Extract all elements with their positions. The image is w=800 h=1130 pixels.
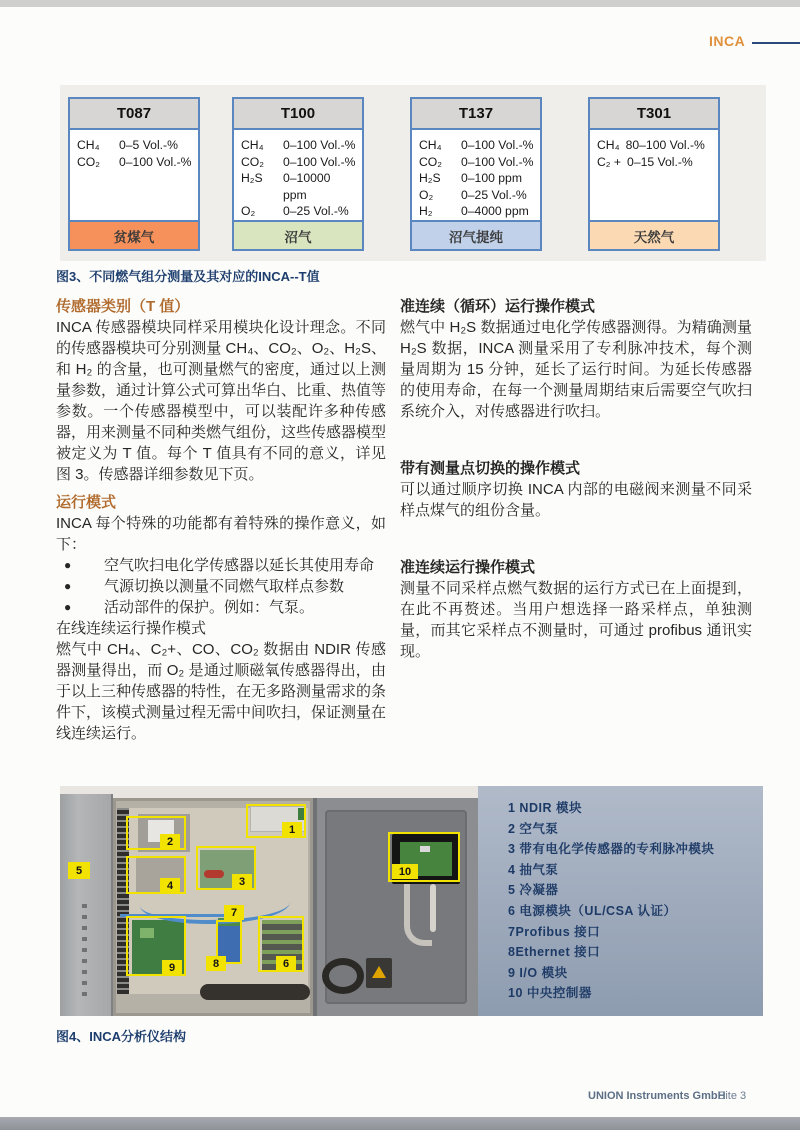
gas-row: CH₄ 80–100 Vol.-% (597, 138, 705, 152)
legend-item: 7Profibus 接口 (508, 924, 601, 939)
gas-row: O₂ 0–25 Vol.-% (419, 187, 527, 202)
page-top-edge (0, 0, 800, 7)
warning-triangle-icon (372, 966, 386, 978)
right-column (400, 296, 752, 698)
page-bottom-edge (0, 1117, 800, 1130)
legend-item: 2 空气泵 (508, 821, 559, 836)
gasbox-gas-type: 沼气 (234, 220, 362, 249)
paragraph: 燃气中 H₂S 数据通过电化学传感器测得。为精确测量 H₂S 数据，INCA 测量采用了专利脉冲技术，每个测量周期为 15 分钟，延长了运行时间。为延长传感器的使用寿命，在每一个测量周期结束后需要空气吹扫系统介入，对传感器进行吹扫。 (400, 319, 752, 420)
header-rule (752, 42, 800, 44)
gasbox-title: T100 (234, 99, 362, 130)
section-heading-operation-modes: 运行模式 (56, 494, 117, 511)
gas-row: H₂S 0–100 ppm (419, 171, 522, 185)
gasbox-t087 (68, 97, 200, 251)
gasbox-title: T087 (70, 99, 198, 130)
gas-row: H₂S 0–10000 ppm (241, 171, 331, 202)
paragraph: 可以通过顺序切换 INCA 内部的电磁阀来测量不同采样点煤气的组份含量。 (400, 481, 752, 519)
gas-row: CH₄ 0–100 Vol.-% (241, 138, 356, 152)
section-quasi-continuous (400, 557, 752, 662)
left-column (56, 296, 386, 744)
section-quasi-continuous-cycle (400, 296, 752, 422)
bullet-item: ● 活动部件的保护。例如：气泵。 (64, 599, 315, 616)
callout-tag-10: 10 (392, 864, 418, 879)
grey-cable (430, 884, 436, 932)
paragraph: 测量不同采样点燃气数据的运行方式已在上面提到，在此不再赘述。当用户想选择一路采样点，单独测量，而其它采样点不测量时，可通过 profibus 通讯实现。 (400, 580, 752, 660)
gas-row: CO₂ 0–100 Vol.-% (419, 154, 534, 169)
paragraph: 燃气中 CH₄、C₂+、CO、CO₂ 数据由 NDIR 传感器测量得出，而 O₂ 是通过顺磁氧传感器得出，由于以上三种传感器的特性，在无多路测量需求的条件下，该模式测量过程无需中间吹扫，保证测量在线连续运行。 (56, 641, 387, 742)
gas-row: CO₂ 0–100 Vol.-% (241, 154, 356, 169)
subheading-online-continuous: 在线连续运行操作模式 (56, 620, 207, 637)
gas-row: H₂ 0–4000 ppm (419, 204, 529, 218)
gasbox-body (590, 130, 718, 170)
gasbox-t301 (588, 97, 720, 251)
legend-item: 3 带有电化学传感器的专利脉冲模块 (508, 842, 715, 857)
gas-row: CH₄ 0–5 Vol.-% (77, 138, 178, 152)
figure4-caption: 图4、INCA分析仪结构 (56, 1029, 187, 1044)
callout-tag-7: 7 (224, 905, 244, 920)
grey-cable (404, 884, 432, 946)
subheading: 准连续（循环）运行操作模式 (400, 298, 596, 315)
section-heading-sensor-types: 传感器类别（T 值） (56, 298, 190, 315)
bullet-icon: ● (64, 558, 72, 572)
legend-list (508, 798, 758, 1004)
footer-page-number: Site 3 (718, 1090, 747, 1102)
callout-tag-2: 2 (160, 834, 180, 849)
section-measuring-point-switch (400, 458, 752, 521)
legend-item: 4 抽气泵 (508, 862, 559, 877)
gasbox-body (412, 130, 540, 220)
gasbox-gas-type: 贫煤气 (70, 220, 198, 249)
figure3-image (60, 85, 766, 261)
gas-row: C₂ + 0–15 Vol.-% (597, 154, 693, 169)
subheading: 带有测量点切换的操作模式 (400, 460, 581, 477)
gasbox-t100 (232, 97, 364, 251)
legend-item: 10 中央控制器 (508, 986, 592, 1001)
callout-tag-5: 5 (68, 862, 90, 879)
brand-logo: INCA (709, 33, 746, 49)
bullet-icon: ● (64, 600, 72, 614)
legend-item: 6 电源模块（UL/CSA 认证） (508, 903, 677, 918)
gasbox-gas-type: 天然气 (590, 220, 718, 249)
legend-item: 9 I/O 模块 (508, 965, 568, 980)
bullet-item: ● 空气吹扫电化学传感器以延长其使用寿命 (64, 557, 375, 574)
gasbox-body (70, 130, 198, 170)
legend-item: 5 冷凝器 (508, 883, 559, 898)
bullet-icon: ● (64, 579, 72, 593)
legend-item: 1 NDIR 模块 (508, 801, 582, 815)
callout-tag-3: 3 (232, 874, 252, 889)
figure3-caption: 图3、不同燃气组分测量及其对应的INCA--T值 (56, 269, 320, 284)
coiled-cable (322, 958, 364, 994)
paragraph: INCA 每个特殊的功能都有着特殊的操作意义，如下： (56, 515, 386, 553)
side-panel-vents (82, 904, 87, 996)
bullet-item: ● 气源切换以测量不同燃气取样点参数 (64, 578, 345, 595)
footer-company: UNION Instruments GmbH (588, 1090, 726, 1102)
callout-tag-9: 9 (162, 960, 182, 975)
paragraph: INCA 传感器模块同样采用模块化设计理念。不同的传感器模块可分别测量 CH₄、CO₂、O₂、H₂S、和 H₂ 的含量，也可测量燃气的密度，通过以上测量参数，通过计算公式可算出华白、比重、热值等参数。一个传感器模型中，可以装配许多种传感器，用来测量不同种类燃气组份，这些传感器模型被定义为 T 值。每个 T 值具有不同的意义，详见图 3。传感器详细参数见下页。 (56, 319, 387, 483)
callout-tag-1: 1 (282, 822, 302, 837)
subheading: 准连续运行操作模式 (400, 559, 536, 576)
gas-row: CO₂ 0–100 Vol.-% (77, 154, 192, 169)
gasbox-gas-type: 沼气提纯 (412, 220, 540, 249)
callout-tag-8: 8 (206, 956, 226, 971)
gas-row: CH₄ 0–100 Vol.-% (419, 138, 534, 152)
gas-row: O₂ 0–25 Vol.-% (241, 204, 349, 218)
gasbox-t137 (410, 97, 542, 251)
callout-tag-4: 4 (160, 878, 180, 893)
cable-bundle (200, 984, 310, 1000)
gasbox-title: T301 (590, 99, 718, 130)
gasbox-body (234, 130, 362, 220)
figure4-image (60, 786, 763, 1016)
callout-tag-6: 6 (276, 956, 296, 971)
gasbox-title: T137 (412, 99, 540, 130)
legend-item: 8Ethernet 接口 (508, 945, 601, 960)
